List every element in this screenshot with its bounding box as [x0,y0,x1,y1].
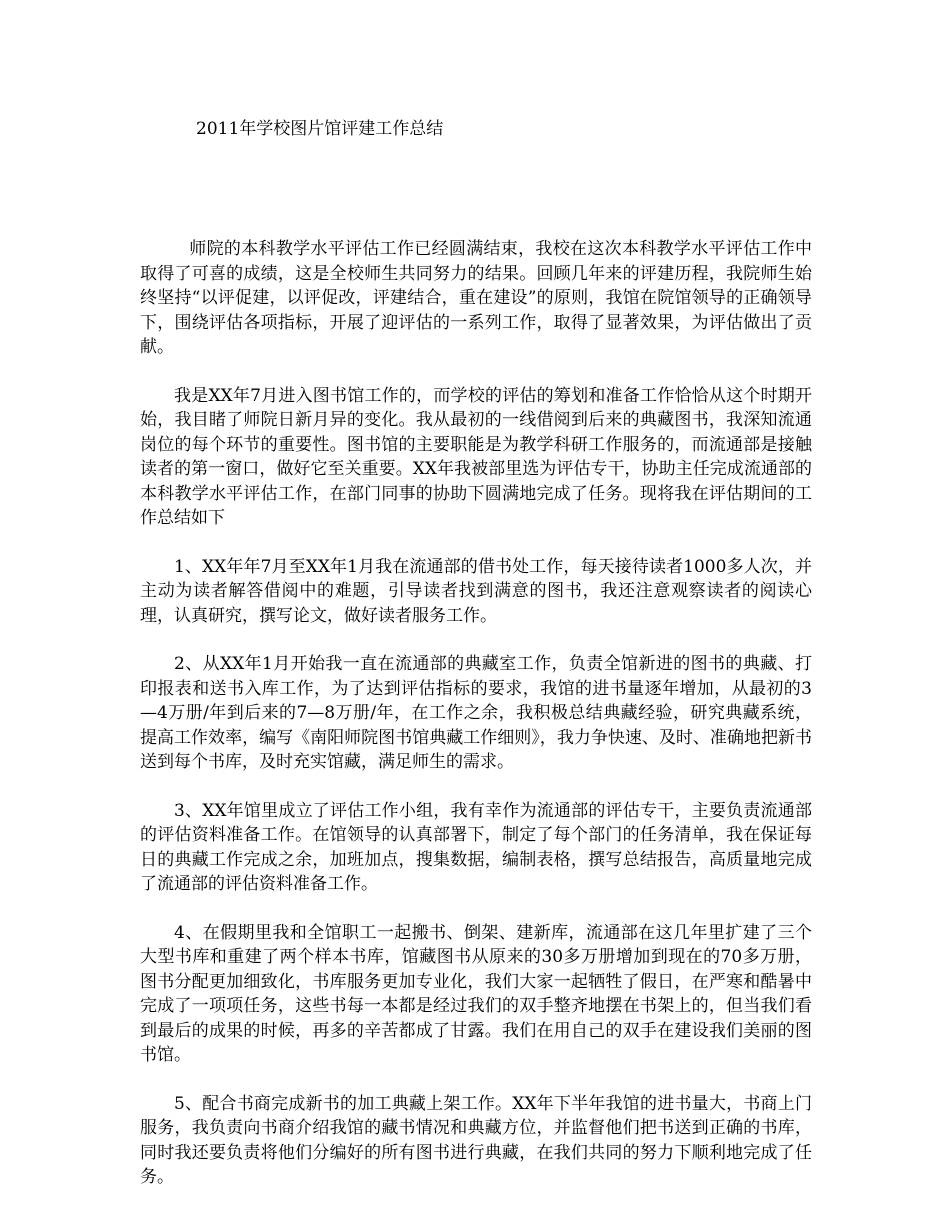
paragraph-item-3: 3、XX年馆里成立了评估工作小组，我有幸作为流通部的评估专干，主要负责流通部的评估资料准备工作。在馆领导的认真部署下，制定了每个部门的任务清单，我在保证每日的典藏工作完成之余，加班加点，搜集数据，编制表格，撰写总结报告，高质量地完成了流通部的评估资料准备工作。 [140,800,812,894]
paragraph-item-5: 5、配合书商完成新书的加工典藏上架工作。XX年下半年我馆的进书量大，书商上门服务，我负责向书商介绍我馆的藏书情况和典藏方位，并监督他们把书送到正确的书库，同时我还要负责将他们分编好的所有图书进行典藏，在我们共同的努力下顺利地完成了任务。 [140,1093,812,1187]
paragraph-item-2: 2、从XX年1月开始我一直在流通部的典藏室工作，负责全馆新进的图书的典藏、打印报表和送书入库工作，为了达到评估指标的要求，我馆的进书量逐年增加，从最初的3—4万册/年到后来的7—8万册/年，在工作之余，我积极总结典藏经验，研究典藏系统，提高工作效率，编写《南阳师院图书馆典藏工作细则》，我力争快速、及时、准确地把新书送到每个书库，及时充实馆藏，满足师生的需求。 [140,654,812,772]
document-title: 2011年学校图片馆评建工作总结 [196,119,444,139]
paragraph-item-4: 4、在假期里我和全馆职工一起搬书、倒架、建新库，流通部在这几年里扩建了三个大型书库和重建了两个样本书库，馆藏图书从原来的30多万册增加到现在的70多万册，图书分配更加细致化，书库服务更加专业化，我们大家一起牺牲了假日，在严寒和酷暑中完成了一项项任务，这些书每一本都是经过我们的双手整齐地摆在书架上的，但当我们看到最后的成果的时候，再多的辛苦都成了甘露。我们在用自己的双手在建设我们美丽的图书馆。 [140,922,812,1065]
paragraph-item-1: 1、XX年年7月至XX年1月我在流通部的借书处工作，每天接待读者1000多人次，并主动为读者解答借阅中的难题，引导读者找到满意的图书，我还注意观察读者的阅读心理，认真研究，撰写论文，做好读者服务工作。 [140,556,812,626]
document-body [140,237,812,1214]
paragraph-background: 我是XX年7月进入图书馆工作的，而学校的评估的筹划和准备工作恰恰从这个时期开始，我目睹了师院日新月异的变化。我从最初的一线借阅到后来的典藏图书，我深知流通岗位的每个环节的重要性。图书馆的主要职能是为教学科研工作服务的，而流通部是接触读者的第一窗口，做好它至关重要。XX年我被部里选为评估专干，协助主任完成流通部的本科教学水平评估工作，在部门同事的协助下圆满地完成了任务。现将我在评估期间的工作总结如下 [140,385,812,528]
paragraph-intro: 师院的本科教学水平评估工作已经圆满结束，我校在这次本科教学水平评估工作中取得了可喜的成绩，这是全校师生共同努力的结果。回顾几年来的评建历程，我院师生始终坚持“以评促建，以评促改，评建结合，重在建设”的原则，我馆在院馆领导的正确领导下，围绕评估各项指标，开展了迎评估的一系列工作，取得了显著效果，为评估做出了贡献。 [140,239,812,357]
